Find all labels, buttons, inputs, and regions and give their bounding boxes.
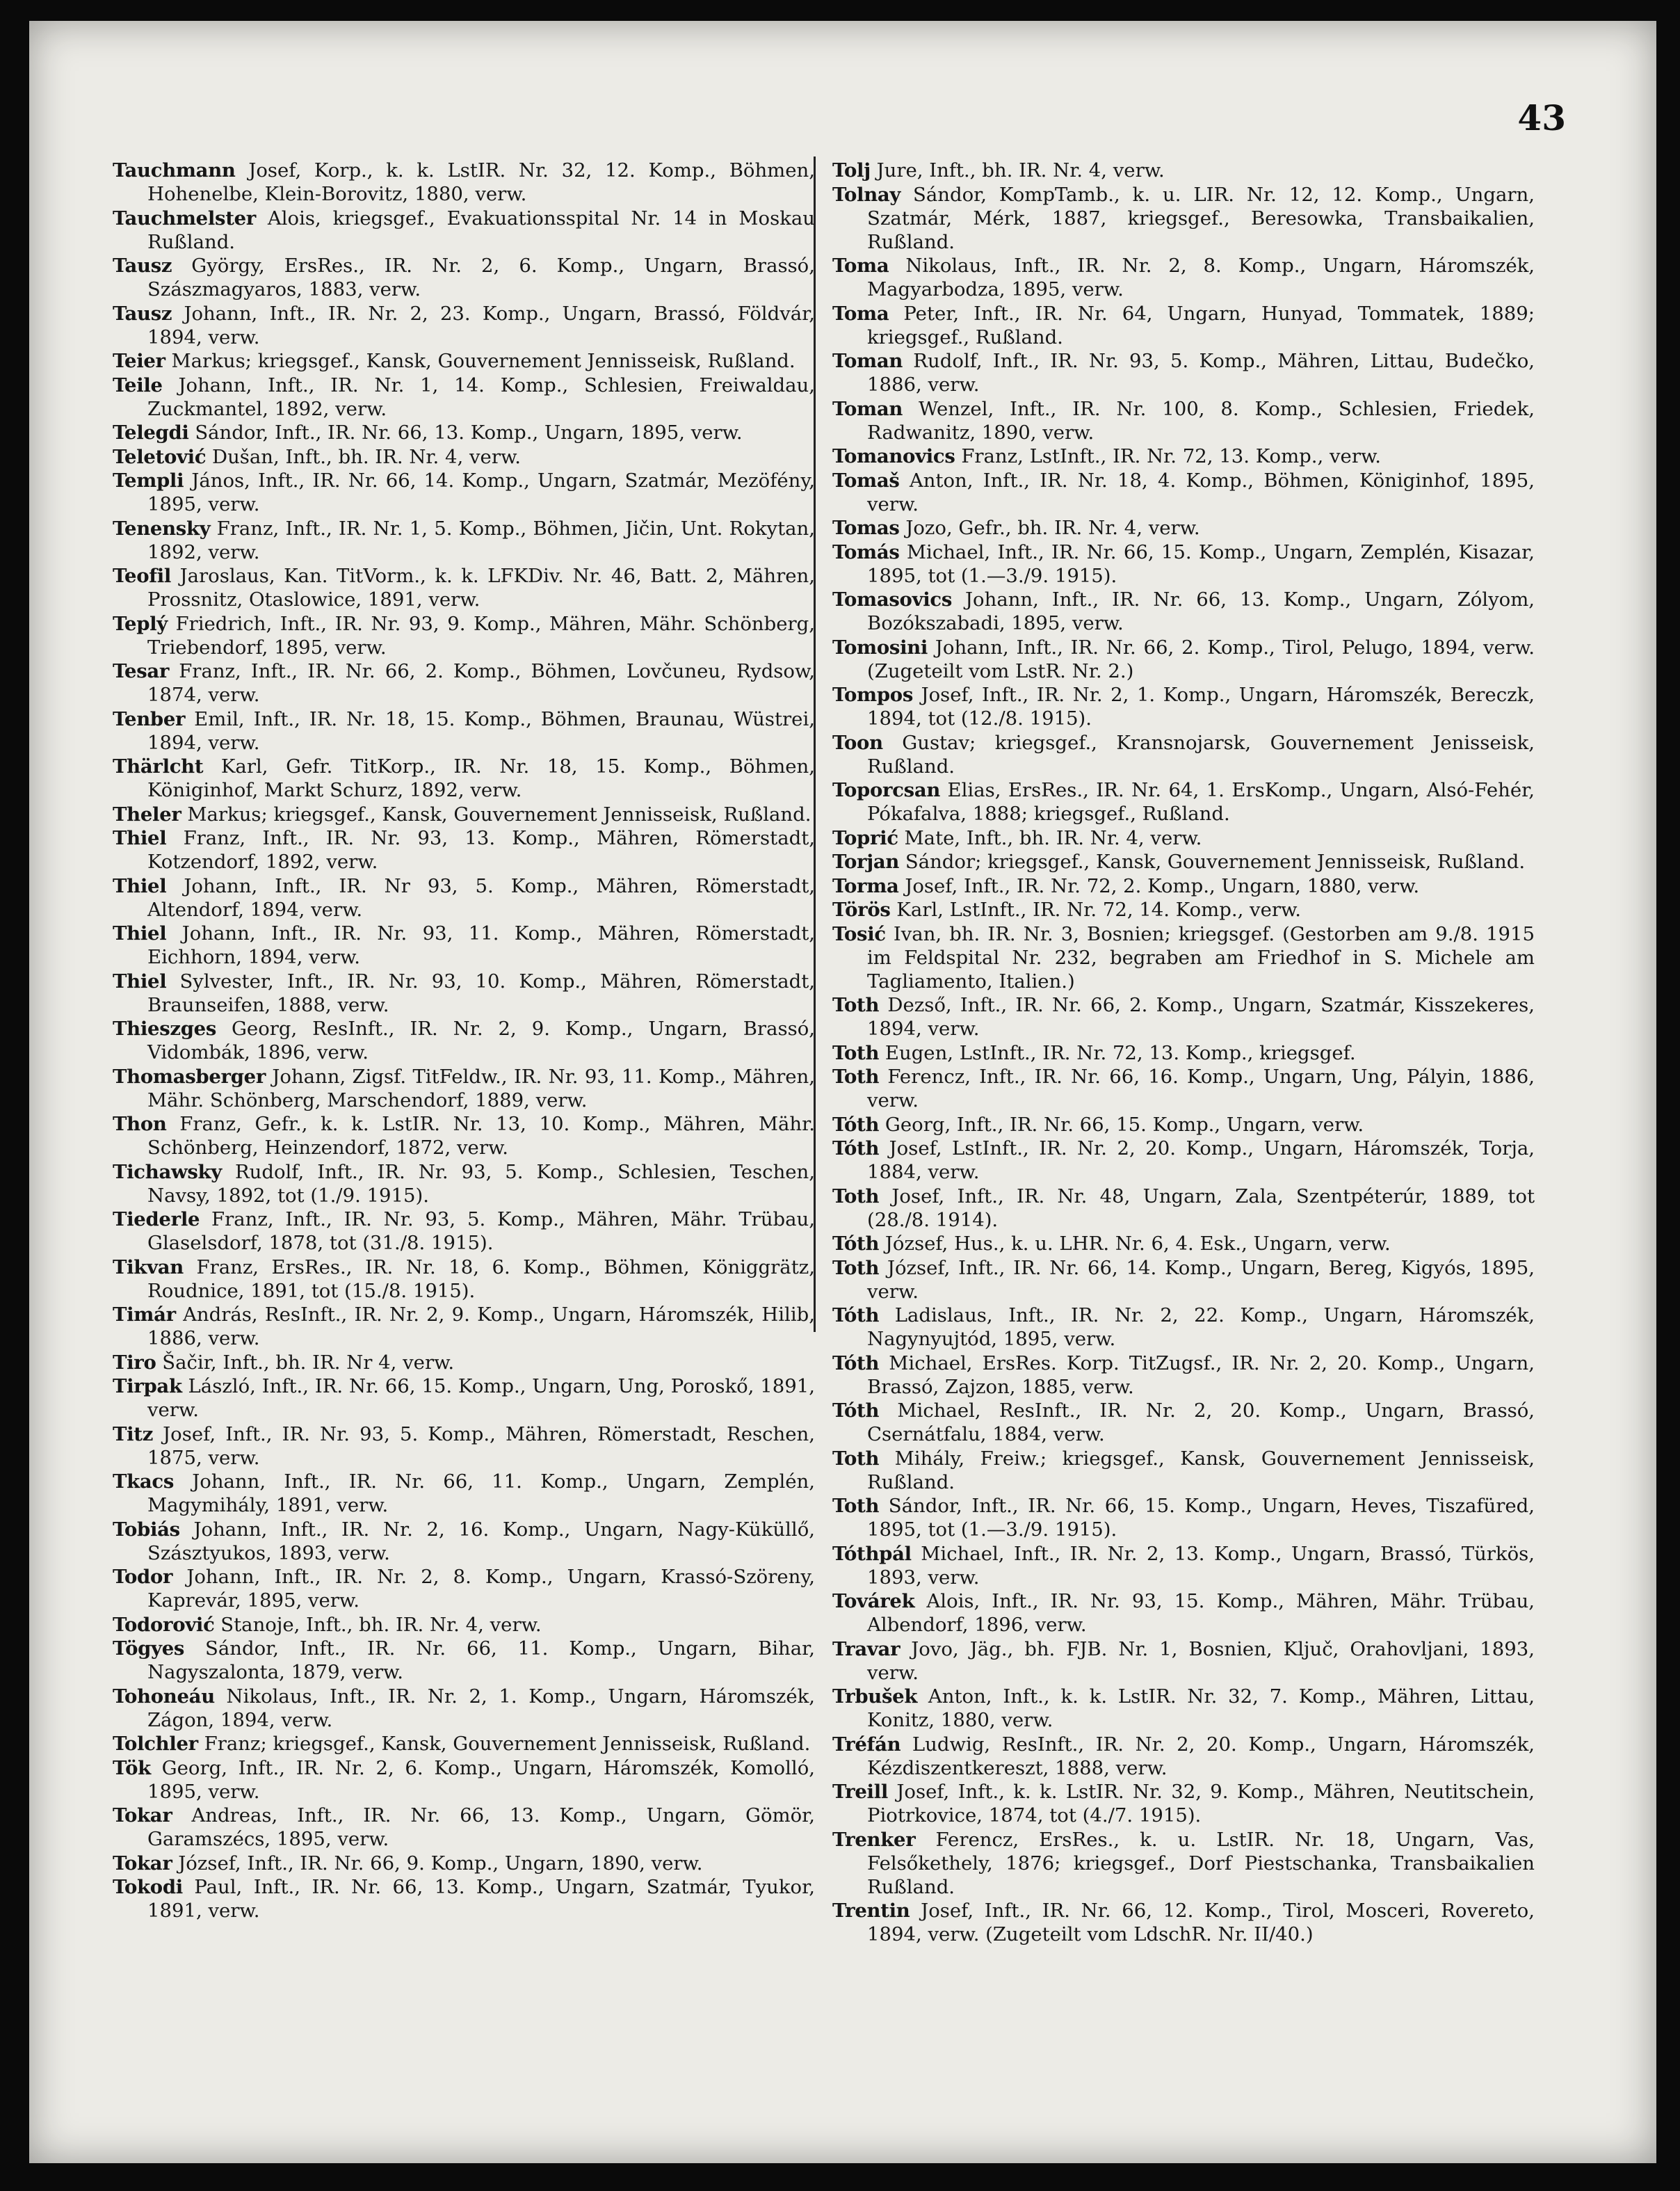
register-entry: [832, 1494, 1535, 1541]
entry-details: Elias, ErsRes., IR. Nr. 64, 1. ErsKomp., Ungarn, Alsó-Fehér, Pókafalva, 1888; kriegsgef., Rußland.: [867, 779, 1535, 825]
register-entry: [832, 1137, 1535, 1184]
register-entry: [832, 1113, 1535, 1137]
entry-details: Šačir, Inft., bh. IR. Nr 4, verw.: [162, 1351, 455, 1374]
entry-surname: Tögyes: [113, 1637, 185, 1660]
register-entry: [113, 1756, 815, 1804]
entry-details: Johann, Inft., IR. Nr. 66, 11. Komp., Ungarn, Zemplén, Magymihály, 1891, verw.: [147, 1470, 815, 1516]
register-entry: [832, 469, 1535, 516]
entry-surname: Trenker: [832, 1828, 916, 1851]
entry-details: Josef, Inft., IR. Nr. 93, 5. Komp., Mähren, Römerstadt, Reschen, 1875, verw.: [147, 1422, 815, 1469]
register-entry: [113, 1017, 815, 1064]
entry-surname: Toth: [832, 1185, 880, 1207]
entry-surname: Tompos: [832, 684, 914, 706]
entry-surname: Tóthpál: [832, 1542, 912, 1565]
entry-details: Ivan, bh. IR. Nr. 3, Bosnien; kriegsgef. (Gestorben am 9./8. 1915 im Feldspital Nr. 232, begraben am Friedhof in S. Michele am Tagliamento, Italien.): [867, 922, 1535, 993]
entry-details: Georg, ResInft., IR. Nr. 2, 9. Komp., Ungarn, Brassó, Vidombák, 1896, verw.: [147, 1018, 815, 1064]
entry-details: Mihály, Freiw.; kriegsgef., Kansk, Gouvernement Jennisseisk, Rußland.: [867, 1447, 1535, 1493]
register-entry: [832, 1303, 1535, 1351]
entry-details: Emil, Inft., IR. Nr. 18, 15. Komp., Böhmen, Braunau, Wüstrei, 1894, verw.: [147, 707, 815, 754]
entry-details: Johann, Inft., IR. Nr. 1, 14. Komp., Schlesien, Freiwaldau, Zuckmantel, 1892, verw.: [147, 374, 815, 420]
register-entry: [113, 302, 815, 349]
register-entry: [113, 207, 815, 254]
entry-surname: Tenensky: [113, 517, 211, 540]
register-entry: [113, 1804, 815, 1851]
entry-surname: Tokodi: [113, 1876, 183, 1898]
entry-surname: Tóth: [832, 1304, 880, 1326]
register-entry: [113, 445, 815, 469]
entry-details: Georg, Inft., IR. Nr. 66, 15. Komp., Ungarn, verw.: [885, 1113, 1364, 1136]
register-entry: [832, 1041, 1535, 1065]
entry-surname: Tóth: [832, 1137, 880, 1159]
entry-surname: Tikvan: [113, 1255, 184, 1278]
entry-details: Wenzel, Inft., IR. Nr. 100, 8. Komp., Schlesien, Friedek, Radwanitz, 1890, verw.: [867, 397, 1535, 444]
entry-surname: Tomosini: [832, 636, 928, 659]
register-entry: [832, 778, 1535, 826]
register-entry: [832, 874, 1535, 898]
register-entry: [832, 731, 1535, 778]
register-entry: [832, 397, 1535, 444]
entry-surname: Teier: [113, 350, 165, 372]
entry-surname: Továrek: [832, 1590, 915, 1612]
register-entry: [113, 1351, 815, 1374]
entry-details: Alois, Inft., IR. Nr. 93, 15. Komp., Mähren, Mähr. Trübau, Albendorf, 1896, verw.: [867, 1590, 1535, 1636]
register-entry: [113, 1852, 815, 1875]
register-entry: [113, 1565, 815, 1612]
entry-details: Franz, Inft., IR. Nr. 93, 13. Komp., Mähren, Römerstadt, Kotzendorf, 1892, verw.: [147, 827, 815, 873]
entry-details: Sándor, KompTamb., k. u. LIR. Nr. 12, 12. Komp., Ungarn, Szatmár, Mérk, 1887, kriegsgef., Beresowka, Transbaikalien, Rußland.: [867, 183, 1535, 253]
register-entry: [113, 1207, 815, 1255]
register-entry: [832, 1780, 1535, 1827]
entry-surname: Toth: [832, 1256, 880, 1279]
entry-surname: Tóth: [832, 1399, 880, 1422]
entry-details: Franz, ErsRes., IR. Nr. 18, 6. Komp., Böhmen, Königgrätz, Roudnice, 1891, tot (15./8. 1915).: [147, 1255, 815, 1302]
entry-surname: Thiel: [113, 970, 167, 993]
register-entry: [832, 1232, 1535, 1255]
register-entry: [832, 183, 1535, 254]
entry-surname: Tomás: [832, 540, 900, 563]
entry-surname: Tohoneáu: [113, 1685, 215, 1708]
register-entry: [113, 1112, 815, 1159]
entry-details: Josef, Inft., IR. Nr. 2, 1. Komp., Ungarn, Háromszék, Bereczk, 1894, tot (12./8. 1915).: [867, 684, 1535, 730]
register-entry: [113, 374, 815, 421]
entry-surname: Templi: [113, 470, 184, 492]
register-entry: [113, 1422, 815, 1470]
entry-details: Sylvester, Inft., IR. Nr. 93, 10. Komp., Mähren, Römerstadt, Braunseifen, 1888, verw.: [147, 970, 815, 1016]
entry-surname: Travar: [832, 1637, 900, 1660]
entry-surname: Toth: [832, 1041, 880, 1064]
register-entry: [832, 1447, 1535, 1494]
entry-surname: Törös: [832, 899, 891, 921]
entry-details: Dušan, Inft., bh. IR. Nr. 4, verw.: [212, 445, 521, 468]
entry-surname: Titz: [113, 1422, 154, 1445]
entry-surname: Toth: [832, 994, 880, 1016]
register-entry: [113, 1875, 815, 1923]
register-entry: [832, 1185, 1535, 1232]
entry-details: Stanoje, Inft., bh. IR. Nr. 4, verw.: [220, 1613, 542, 1636]
register-entry: [113, 612, 815, 659]
entry-surname: Thiel: [113, 827, 167, 849]
entry-details: Dezső, Inft., IR. Nr. 66, 2. Komp., Ungarn, Szatmár, Kisszekeres, 1894, verw.: [867, 994, 1535, 1040]
register-entry: [832, 993, 1535, 1041]
register-entry: [113, 659, 815, 707]
entry-surname: Tokar: [113, 1852, 172, 1875]
entry-details: Michael, Inft., IR. Nr. 2, 13. Komp., Ungarn, Brassó, Türkös, 1893, verw.: [867, 1542, 1535, 1589]
entry-surname: Tomasovics: [832, 588, 953, 611]
entry-surname: Thiel: [113, 874, 167, 897]
entry-surname: Toma: [832, 255, 889, 277]
entry-surname: Tiederle: [113, 1208, 200, 1230]
entry-details: Peter, Inft., IR. Nr. 64, Ungarn, Hunyad, Tommatek, 1889; kriegsgef., Rußland.: [867, 302, 1535, 348]
entry-surname: Tosić: [832, 922, 886, 945]
entry-surname: Tomas: [832, 517, 900, 539]
entry-surname: Toth: [832, 1495, 880, 1517]
entry-details: Sándor, Inft., IR. Nr. 66, 13. Komp., Ungarn, 1895, verw.: [195, 422, 743, 444]
entry-surname: Tréfán: [832, 1733, 901, 1756]
register-entry: [832, 516, 1535, 540]
entry-details: Anton, Inft., k. k. LstIR. Nr. 32, 7. Komp., Mähren, Littau, Konitz, 1880, verw.: [867, 1685, 1535, 1731]
entry-surname: Toprić: [832, 826, 898, 849]
entry-surname: Thärlcht: [113, 755, 204, 778]
entry-surname: Todor: [113, 1566, 173, 1588]
entry-details: Michael, ResInft., IR. Nr. 2, 20. Komp., Ungarn, Brassó, Csernátfalu, 1884, verw.: [867, 1399, 1535, 1445]
entry-surname: Tauchmann: [113, 159, 236, 182]
entry-details: Franz, Inft., IR. Nr. 1, 5. Komp., Böhmen, Jičin, Unt. Rokytan, 1892, verw.: [147, 517, 815, 563]
register-entry: [113, 517, 815, 564]
entry-details: Johann, Zigsf. TitFeldw., IR. Nr. 93, 11. Komp., Mähren, Mähr. Schönberg, Marschendorf, 1889, verw.: [147, 1065, 815, 1111]
register-entry: [113, 564, 815, 611]
entry-surname: Treill: [832, 1781, 888, 1803]
register-entry: [113, 1732, 815, 1756]
entry-surname: Tomanovics: [832, 445, 955, 467]
right-column: [832, 159, 1535, 1947]
register-entry: [113, 922, 815, 969]
entry-details: Jovo, Jäg., bh. FJB. Nr. 1, Bosnien, Ključ, Orahovljani, 1893, verw.: [867, 1637, 1535, 1684]
register-entry: [832, 1828, 1535, 1899]
entry-details: Ludwig, ResInft., IR. Nr. 2, 20. Komp., Ungarn, Háromszék, Kézdiszentkereszt, 1888, verw.: [867, 1733, 1535, 1779]
entry-details: Markus; kriegsgef., Kansk, Gouvernement Jennisseisk, Rußland.: [171, 350, 795, 372]
register-entry: [113, 1470, 815, 1517]
register-entry: [832, 826, 1535, 850]
entry-details: Friedrich, Inft., IR. Nr. 93, 9. Komp., Mähren, Mähr. Schönberg, Triebendorf, 1895, verw.: [147, 612, 815, 659]
register-entry: [113, 1374, 815, 1422]
entry-surname: Tolj: [832, 159, 871, 182]
register-entry: [832, 1399, 1535, 1446]
entry-details: Franz, LstInft., IR. Nr. 72, 13. Komp., verw.: [961, 445, 1381, 467]
register-entry: [832, 302, 1535, 349]
register-entry: [832, 1542, 1535, 1589]
register-entry: [832, 254, 1535, 301]
entry-details: Franz, Gefr., k. k. LstIR. Nr. 13, 10. Komp., Mähren, Mähr. Schönberg, Heinzendorf, 1872, verw.: [147, 1113, 815, 1159]
entry-details: József, Hus., k. u. LHR. Nr. 6, 4. Esk., Ungarn, verw.: [885, 1233, 1391, 1255]
entry-details: László, Inft., IR. Nr. 66, 15. Komp., Ungarn, Ung, Poroskő, 1891, verw.: [147, 1375, 815, 1421]
register-entry: [832, 898, 1535, 922]
page-number: 43: [1517, 97, 1566, 138]
register-entry: [113, 1637, 815, 1684]
entry-details: Johann, Inft., IR. Nr. 2, 8. Komp., Ungarn, Krassó-Szöreny, Kaprevár, 1895, verw.: [147, 1566, 815, 1612]
register-entry: [113, 469, 815, 516]
entry-details: Jozo, Gefr., bh. IR. Nr. 4, verw.: [905, 517, 1200, 539]
entry-details: József, Inft., IR. Nr. 66, 9. Komp., Ungarn, 1890, verw.: [178, 1852, 703, 1875]
entry-details: Nikolaus, Inft., IR. Nr. 2, 8. Komp., Ungarn, Háromszék, Magyarbodza, 1895, verw.: [867, 255, 1535, 300]
entry-details: Johann, Inft., IR. Nr. 93, 11. Komp., Mähren, Römerstadt, Eichhorn, 1894, verw.: [147, 922, 815, 968]
entry-details: Franz, Inft., IR. Nr. 66, 2. Komp., Böhmen, Lovčuneu, Rydsow, 1874, verw.: [147, 660, 815, 706]
entry-surname: Trentin: [832, 1900, 910, 1922]
entry-surname: Tesar: [113, 660, 170, 682]
register-entry: [832, 1733, 1535, 1780]
entry-surname: Trbušek: [832, 1685, 918, 1708]
entry-details: György, ErsRes., IR. Nr. 2, 6. Komp., Ungarn, Brassó, Szászmagyaros, 1883, verw.: [147, 255, 815, 300]
register-entry: [113, 707, 815, 755]
register-entry: [113, 874, 815, 922]
register-entry: [113, 1613, 815, 1637]
entry-details: Eugen, LstInft., IR. Nr. 72, 13. Komp., kriegsgef.: [885, 1041, 1356, 1064]
entry-surname: Tóth: [832, 1351, 880, 1374]
entry-surname: Thomasberger: [113, 1065, 266, 1088]
entry-surname: Tobiás: [113, 1518, 180, 1541]
entry-surname: Toth: [832, 1447, 880, 1470]
entry-surname: Tausz: [113, 302, 172, 325]
entry-details: Josef, Inft., IR. Nr. 48, Ungarn, Zala, Szentpéterúr, 1889, tot (28./8. 1914).: [867, 1185, 1535, 1231]
entry-details: Josef, Inft., k. k. LstIR. Nr. 32, 9. Komp., Mähren, Neutitschein, Piotrkovice, 1874, tot (4./7. 1915).: [867, 1781, 1535, 1827]
entry-details: Johann, Inft., IR. Nr. 66, 13. Komp., Ungarn, Zólyom, Bozókszabadi, 1895, verw.: [867, 588, 1535, 634]
entry-details: Markus; kriegsgef., Kansk, Gouvernement Jennisseisk, Rußland.: [187, 803, 811, 826]
entry-surname: Tök: [113, 1756, 151, 1779]
entry-details: András, ResInft., IR. Nr. 2, 9. Komp., Ungarn, Háromszék, Hilib, 1886, verw.: [147, 1303, 815, 1349]
entry-surname: Tichawsky: [113, 1160, 222, 1183]
entry-surname: Toma: [832, 302, 889, 325]
entry-surname: Tóth: [832, 1113, 880, 1136]
register-entry: [832, 588, 1535, 635]
left-column: [113, 159, 815, 1923]
entry-surname: Teletović: [113, 445, 207, 468]
register-entry: [113, 1065, 815, 1112]
entry-details: Karl, Gefr. TitKorp., IR. Nr. 18, 15. Komp., Böhmen, Königinhof, Markt Schurz, 1892, verw.: [147, 755, 815, 801]
register-entry: [832, 850, 1535, 874]
entry-surname: Toman: [832, 397, 903, 420]
register-entry: [113, 1255, 815, 1303]
register-entry: [832, 444, 1535, 468]
entry-surname: Teofil: [113, 565, 172, 587]
entry-surname: Timár: [113, 1303, 176, 1326]
entry-details: József, Inft., IR. Nr. 66, 14. Komp., Ungarn, Bereg, Kigyós, 1895, verw.: [867, 1256, 1535, 1303]
entry-details: Johann, Inft., IR. Nr. 66, 2. Komp., Tirol, Pelugo, 1894, verw. (Zugeteilt vom LstR. Nr. 2.): [867, 636, 1535, 682]
entry-details: Josef, Inft., IR. Nr. 66, 12. Komp., Tirol, Mosceri, Rovereto, 1894, verw. (Zugeteilt vom LdschR. Nr. II/40.): [867, 1900, 1535, 1945]
entry-details: Josef, Inft., IR. Nr. 72, 2. Komp., Ungarn, 1880, verw.: [905, 874, 1420, 897]
register-entry: [832, 1685, 1535, 1732]
register-entry: [113, 349, 815, 373]
entry-surname: Thieszges: [113, 1018, 217, 1040]
entry-details: Franz, Inft., IR. Nr. 93, 5. Komp., Mähren, Mähr. Trübau, Glaselsdorf, 1878, tot (31./8. 1915).: [147, 1208, 815, 1254]
entry-details: Michael, ErsRes. Korp. TitZugsf., IR. Nr. 2, 20. Komp., Ungarn, Brassó, Zajzon, 1885, verw.: [867, 1351, 1535, 1398]
entry-details: Rudolf, Inft., IR. Nr. 93, 5. Komp., Mähren, Littau, Budečko, 1886, verw.: [867, 350, 1535, 396]
register-entry: [113, 755, 815, 802]
entry-details: Franz; kriegsgef., Kansk, Gouvernement Jennisseisk, Rußland.: [204, 1733, 811, 1755]
entry-details: Karl, LstInft., IR. Nr. 72, 14. Komp., verw.: [896, 899, 1302, 921]
entry-surname: Toth: [832, 1066, 880, 1088]
entry-details: Michael, Inft., IR. Nr. 66, 15. Komp., Ungarn, Zemplén, Kisazar, 1895, tot (1.—3./9. 1915).: [867, 540, 1535, 587]
register-entry: [113, 421, 815, 444]
entry-surname: Tóth: [832, 1233, 880, 1255]
entry-details: Georg, Inft., IR. Nr. 2, 6. Komp., Ungarn, Háromszék, Komolló, 1895, verw.: [147, 1756, 815, 1803]
register-entry: [832, 1351, 1535, 1399]
entry-details: Alois, kriegsgef., Evakuationsspital Nr. 14 in Moskau Rußland.: [147, 207, 815, 253]
entry-surname: Torjan: [832, 851, 900, 873]
register-entry: [113, 1160, 815, 1207]
entry-surname: Teplý: [113, 612, 168, 635]
entry-details: János, Inft., IR. Nr. 66, 14. Komp., Ungarn, Szatmár, Mezöfény, 1895, verw.: [147, 470, 815, 515]
entry-details: Ladislaus, Inft., IR. Nr. 2, 22. Komp., Ungarn, Háromszék, Nagynyujtód, 1895, verw.: [867, 1304, 1535, 1350]
register-entry: [832, 922, 1535, 993]
document-page: [29, 21, 1656, 2163]
entry-details: Anton, Inft., IR. Nr. 18, 4. Komp., Böhmen, Königinhof, 1895, verw.: [867, 469, 1535, 515]
entry-details: Johann, Inft., IR. Nr 93, 5. Komp., Mähren, Römerstadt, Altendorf, 1894, verw.: [147, 874, 815, 921]
entry-details: Mate, Inft., bh. IR. Nr. 4, verw.: [904, 826, 1202, 849]
register-entry: [113, 1303, 815, 1350]
entry-surname: Torma: [832, 874, 899, 897]
entry-details: Nikolaus, Inft., IR. Nr. 2, 1. Komp., Ungarn, Háromszék, Zágon, 1894, verw.: [147, 1685, 815, 1731]
entry-details: Rudolf, Inft., IR. Nr. 93, 5. Komp., Schlesien, Teschen, Navsy, 1892, tot (1./9. 1915).: [147, 1160, 816, 1207]
register-entry: [113, 1518, 815, 1565]
entry-details: Ferencz, ErsRes., k. u. LstIR. Nr. 18, Ungarn, Vas, Felsőkethely, 1876; kriegsgef., Dorf Piestschanka, Transbaikalien Rußland.: [867, 1828, 1535, 1898]
entry-details: Sándor, Inft., IR. Nr. 66, 15. Komp., Ungarn, Heves, Tiszafüred, 1895, tot (1.—3./9. 1915).: [867, 1495, 1535, 1541]
entry-surname: Tolnay: [832, 183, 901, 206]
entry-surname: Tkacs: [113, 1470, 175, 1493]
entry-surname: Tauchmelster: [113, 207, 256, 230]
entry-surname: Thon: [113, 1113, 167, 1135]
register-entry: [113, 159, 815, 206]
entry-surname: Tenber: [113, 707, 186, 730]
register-entry: [832, 349, 1535, 396]
entry-details: Josef, Korp., k. k. LstIR. Nr. 32, 12. Komp., Böhmen, Hohenelbe, Klein-Borovitz, 1880, verw.: [147, 159, 815, 205]
entry-surname: Toon: [832, 731, 883, 754]
register-entry: [113, 254, 815, 301]
entry-surname: Tirpak: [113, 1375, 182, 1397]
entry-surname: Tiro: [113, 1351, 156, 1374]
entry-surname: Theler: [113, 803, 181, 826]
entry-details: Gustav; kriegsgef., Kransnojarsk, Gouvernement Jenisseisk, Rußland.: [867, 731, 1535, 778]
register-entry: [113, 803, 815, 826]
register-entry: [832, 683, 1535, 730]
entry-surname: Telegdi: [113, 422, 189, 444]
entry-details: Josef, LstInft., IR. Nr. 2, 20. Komp., Ungarn, Háromszék, Torja, 1884, verw.: [867, 1137, 1535, 1183]
entry-details: Andreas, Inft., IR. Nr. 66, 13. Komp., Ungarn, Gömör, Garamszécs, 1895, verw.: [147, 1804, 815, 1850]
register-entry: [832, 636, 1535, 683]
entry-details: Paul, Inft., IR. Nr. 66, 13. Komp., Ungarn, Szatmár, Tyukor, 1891, verw.: [147, 1876, 815, 1922]
register-entry: [832, 1589, 1535, 1637]
entry-details: Jaroslaus, Kan. TitVorm., k. k. LFKDiv. Nr. 46, Batt. 2, Mähren, Prossnitz, Otaslowice, 1891, verw.: [147, 565, 816, 611]
register-entry: [113, 970, 815, 1017]
register-entry: [832, 159, 1535, 182]
entry-surname: Thiel: [113, 922, 167, 945]
register-entry: [832, 1637, 1535, 1685]
entry-details: Jure, Inft., bh. IR. Nr. 4, verw.: [876, 159, 1165, 182]
entry-surname: Tokar: [113, 1804, 172, 1827]
entry-details: Sándor, Inft., IR. Nr. 66, 11. Komp., Ungarn, Bihar, Nagyszalonta, 1879, verw.: [147, 1637, 815, 1683]
entry-surname: Teile: [113, 374, 163, 396]
entry-surname: Tausz: [113, 255, 172, 277]
register-entry: [832, 1256, 1535, 1303]
register-entry: [832, 1899, 1535, 1946]
register-entry: [113, 1685, 815, 1732]
entry-surname: Toporcsan: [832, 779, 941, 801]
entry-surname: Toman: [832, 350, 903, 372]
entry-details: Johann, Inft., IR. Nr. 2, 23. Komp., Ungarn, Brassó, Földvár, 1894, verw.: [147, 302, 815, 348]
entry-surname: Tolchler: [113, 1733, 198, 1755]
entry-details: Johann, Inft., IR. Nr. 2, 16. Komp., Ungarn, Nagy-Küküllő, Szásztyukos, 1893, verw.: [147, 1518, 815, 1564]
register-entry: [832, 1065, 1535, 1112]
entry-surname: Todorović: [113, 1613, 215, 1636]
register-entry: [113, 826, 815, 874]
entry-surname: Tomaš: [832, 469, 900, 492]
entry-details: Ferencz, Inft., IR. Nr. 66, 16. Komp., Ungarn, Ung, Pályin, 1886, verw.: [867, 1066, 1535, 1111]
entry-details: Sándor; kriegsgef., Kansk, Gouvernement Jennisseisk, Rußland.: [905, 851, 1526, 873]
register-entry: [832, 540, 1535, 588]
